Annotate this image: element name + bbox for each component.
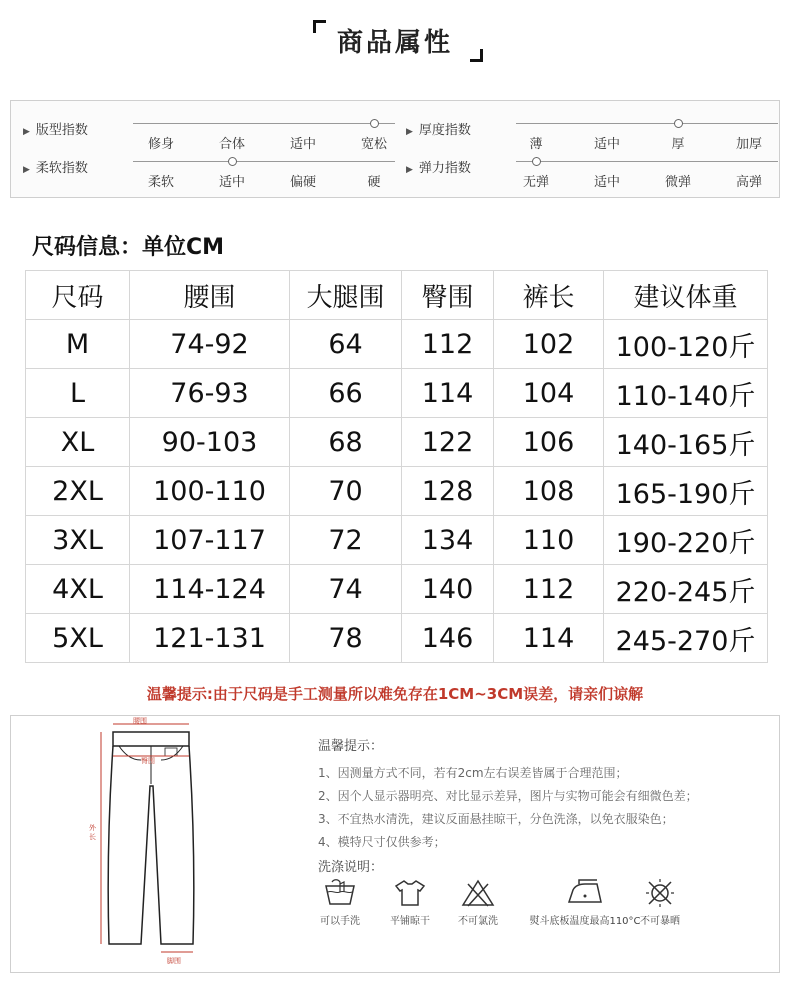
- attribute-option: 薄: [529, 137, 543, 152]
- column-header: 臀围: [402, 271, 494, 320]
- attribute-option: 适中: [593, 175, 620, 190]
- label-waist: 腰围: [133, 717, 147, 725]
- no-bleach-icon: [438, 878, 518, 908]
- attribute-option: 微弹: [664, 175, 691, 190]
- attribute-option: 高弹: [735, 175, 762, 190]
- table-cell: 70: [290, 467, 402, 516]
- table-row: [26, 565, 768, 614]
- attribute-option: 合体: [218, 137, 245, 152]
- attribute-option: 适中: [289, 137, 316, 152]
- arrow-right-icon: ▶: [406, 165, 413, 175]
- table-cell: 112: [402, 320, 494, 369]
- washing-item: [620, 878, 700, 927]
- pants-outline-icon: [71, 716, 231, 972]
- attribute-row: [23, 157, 403, 197]
- attribute-scale-line: [133, 161, 395, 162]
- attribute-selected-knob: [228, 157, 237, 166]
- table-cell: 74: [290, 565, 402, 614]
- table-cell: 114: [494, 614, 604, 663]
- table-row: [26, 467, 768, 516]
- table-cell: 134: [402, 516, 494, 565]
- table-cell: XL: [26, 418, 130, 467]
- table-cell: 110: [494, 516, 604, 565]
- attribute-label: [23, 157, 88, 176]
- tip-line: 4、模特尺寸仅供参考；: [318, 835, 446, 849]
- attribute-scale-line: [516, 123, 778, 124]
- column-header: 腰围: [130, 271, 290, 320]
- table-cell: 68: [290, 418, 402, 467]
- label-hip: 臀围: [141, 757, 155, 765]
- table-cell: 122: [402, 418, 494, 467]
- washing-item: [438, 878, 518, 927]
- table-cell: 112: [494, 565, 604, 614]
- no-sun-icon: [620, 878, 700, 908]
- washing-item: [300, 878, 380, 927]
- washing-label: 不可氯洗: [458, 916, 498, 927]
- attribute-scale-line: [516, 161, 778, 162]
- attribute-option: 无弹: [522, 175, 549, 190]
- table-row: [26, 614, 768, 663]
- table-cell: 108: [494, 467, 604, 516]
- label-hem: 脚围: [167, 957, 181, 965]
- size-table: [25, 270, 768, 663]
- table-cell: 114-124: [130, 565, 290, 614]
- label-length: 外长: [89, 824, 96, 841]
- table-cell: 128: [402, 467, 494, 516]
- arrow-right-icon: ▶: [406, 127, 413, 137]
- washing-label: 平铺晾干: [390, 916, 430, 927]
- table-cell: M: [26, 320, 130, 369]
- table-row: [26, 516, 768, 565]
- table-cell: 66: [290, 369, 402, 418]
- table-cell: L: [26, 369, 130, 418]
- table-cell: 100-110: [130, 467, 290, 516]
- table-cell: 76-93: [130, 369, 290, 418]
- attribute-panel: [10, 100, 780, 198]
- attribute-option: 加厚: [735, 137, 762, 152]
- attribute-option: 适中: [218, 175, 245, 190]
- measurement-notice: 温馨提示:由于尺码是手工测量所以难免存在1CM~3CM误差，请亲们谅解: [146, 685, 644, 703]
- table-cell: 140: [402, 565, 494, 614]
- table-cell: 3XL: [26, 516, 130, 565]
- table-cell: 106: [494, 418, 604, 467]
- table-cell: 2XL: [26, 467, 130, 516]
- table-cell: 100-120斤: [604, 320, 768, 369]
- attribute-option: 适中: [593, 137, 620, 152]
- column-header: 建议体重: [604, 271, 768, 320]
- attribute-label-text: 版型指数: [35, 123, 88, 138]
- size-heading: 尺码信息：单位CM: [32, 235, 225, 260]
- table-cell: 5XL: [26, 614, 130, 663]
- bracket-bottom-right: [470, 49, 483, 62]
- attribute-option: 偏硬: [289, 175, 316, 190]
- table-cell: 64: [290, 320, 402, 369]
- column-header: 大腿围: [290, 271, 402, 320]
- table-cell: 146: [402, 614, 494, 663]
- tip-line: 3、不宜热水清洗，建议反面悬挂晾干，分色洗涤，以免衣服染色；: [318, 812, 674, 826]
- washing-title: 洗涤说明：: [318, 860, 384, 875]
- attribute-selected-knob: [674, 119, 683, 128]
- attribute-option: 修身: [147, 137, 174, 152]
- table-cell: 90-103: [130, 418, 290, 467]
- washing-label: 可以手洗: [320, 916, 360, 927]
- table-cell: 220-245斤: [604, 565, 768, 614]
- table-cell: 104: [494, 369, 604, 418]
- tips-title: 温馨提示：: [318, 739, 384, 754]
- attribute-option: 宽松: [360, 137, 387, 152]
- attribute-label-text: 弹力指数: [418, 161, 471, 176]
- table-cell: 74-92: [130, 320, 290, 369]
- tip-line: 1、因测量方式不同，若有2cm左右误差皆属于合理范围；: [318, 766, 628, 780]
- attribute-scale-line: [133, 123, 395, 124]
- section-header: [0, 0, 790, 80]
- attribute-row: [406, 157, 786, 197]
- table-cell: 140-165斤: [604, 418, 768, 467]
- care-tips: [318, 735, 768, 854]
- table-cell: 121-131: [130, 614, 290, 663]
- attribute-option: 柔软: [147, 175, 174, 190]
- table-cell: 114: [402, 369, 494, 418]
- table-cell: 165-190斤: [604, 467, 768, 516]
- attribute-row: [406, 119, 786, 159]
- table-cell: 245-270斤: [604, 614, 768, 663]
- table-cell: 190-220斤: [604, 516, 768, 565]
- attribute-row: [23, 119, 403, 159]
- pants-diagram: [71, 716, 231, 972]
- table-row: [26, 418, 768, 467]
- table-cell: 110-140斤: [604, 369, 768, 418]
- attribute-label-text: 柔软指数: [35, 161, 88, 176]
- washing-label: 不可暴晒: [640, 916, 680, 927]
- table-cell: 78: [290, 614, 402, 663]
- size-table-header: [26, 271, 768, 320]
- table-cell: 107-117: [130, 516, 290, 565]
- attribute-option: 厚: [671, 137, 685, 152]
- table-row: [26, 320, 768, 369]
- column-header: 尺码: [26, 271, 130, 320]
- attribute-label: [23, 119, 88, 138]
- table-cell: 102: [494, 320, 604, 369]
- table-cell: 72: [290, 516, 402, 565]
- washing-label: 熨斗底板温度最高110°C: [529, 916, 641, 927]
- attribute-option: 硬: [367, 175, 381, 190]
- column-header: 裤长: [494, 271, 604, 320]
- table-cell: 4XL: [26, 565, 130, 614]
- arrow-right-icon: ▶: [23, 127, 30, 137]
- attribute-label: [406, 157, 471, 176]
- table-row: [26, 369, 768, 418]
- attribute-selected-knob: [370, 119, 379, 128]
- page-title: 商品属性: [336, 28, 453, 58]
- arrow-right-icon: ▶: [23, 165, 30, 175]
- hand-wash-icon: [300, 878, 380, 908]
- tip-line: 2、因个人显示器明亮、对比显示差异，图片与实物可能会有细微色差；: [318, 789, 698, 803]
- attribute-label: [406, 119, 471, 138]
- attribute-label-text: 厚度指数: [418, 123, 471, 138]
- attribute-selected-knob: [532, 157, 541, 166]
